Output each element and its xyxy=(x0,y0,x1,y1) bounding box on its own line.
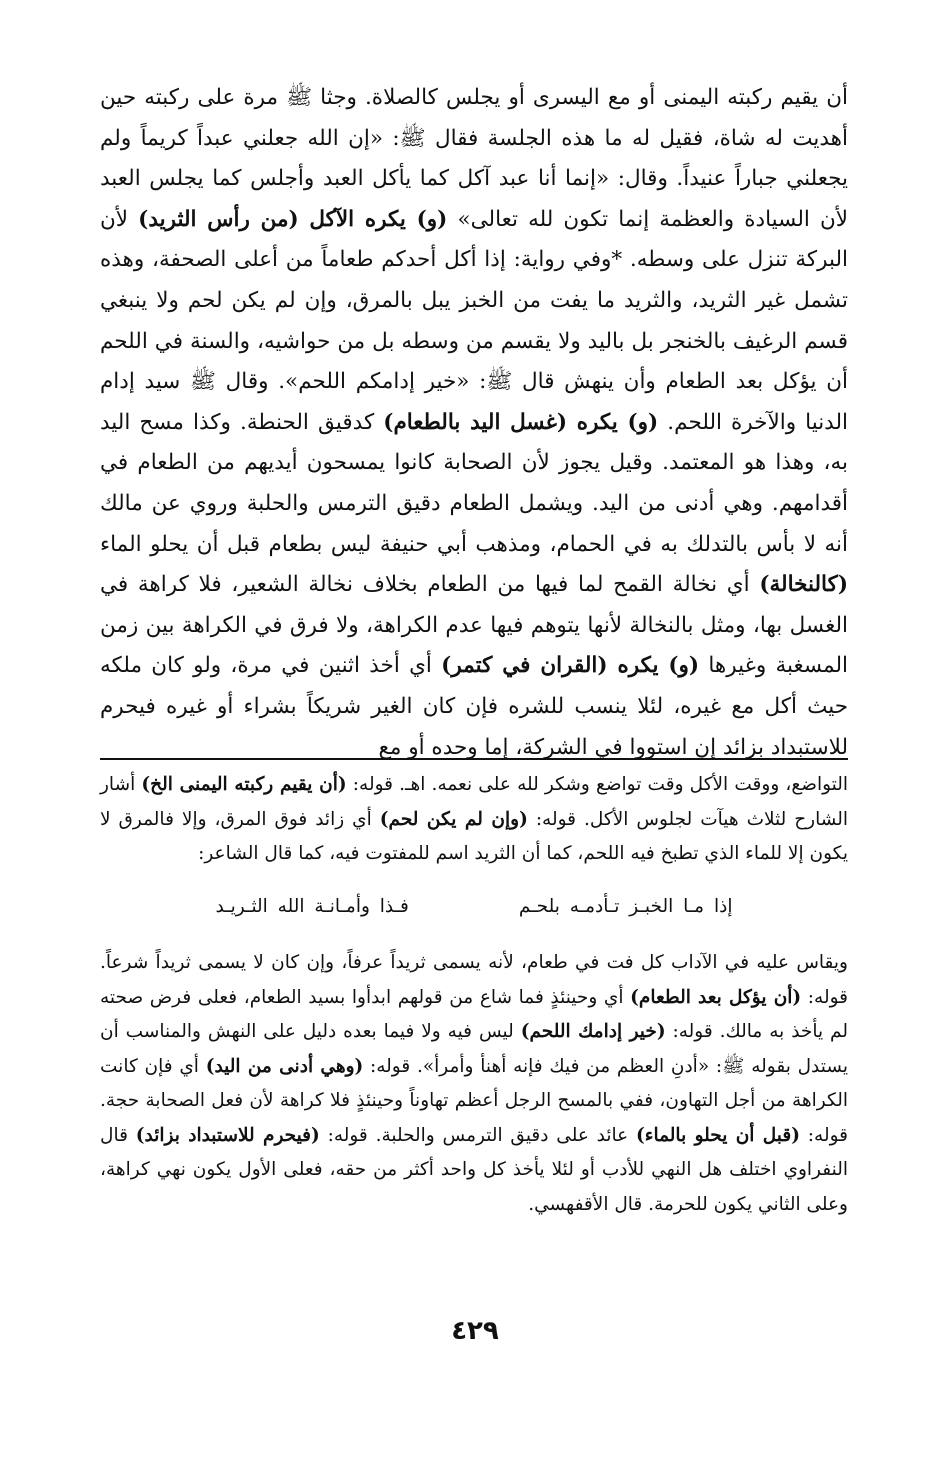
footnote-text-run: أي فإن كانت الكراهة من أجل التهاون، ففي بالمسح الرجل أعظم تهاوناً وحينئذٍ فلا كراهة لأن فعل الصحابة حجة. قوله: xyxy=(100,1055,848,1146)
footnote-paragraph xyxy=(100,946,848,1222)
footnote-text-run: أي زائد فوق المرق، وإلا فالمرق لا يكون إلا للماء الذي تطبخ فيه اللحم، كما أن الثريد اسم للمفتوت فيه، كما قال الشاعر: xyxy=(100,808,848,864)
footnote-text-run: أي وحينئذٍ فما شاع من قولهم ابدأوا بسيد الطعام، فعلى فرض صحته لم يأخذ به مالك. قوله: xyxy=(100,986,849,1042)
footnote-bold-term: (وإن لم يكن لحم) xyxy=(379,808,528,830)
footnote-bold-term: (فيحرم للاستبداد بزائد) xyxy=(135,1124,320,1146)
verse-second-hemistich: فـذا وأمـانـة الله الثـريـد xyxy=(215,895,409,917)
page-number: ٤٢٩ xyxy=(451,1316,499,1346)
footnote-bold-term: (خير إدامك اللحم) xyxy=(520,1021,666,1042)
main-bold-term: (و) يكره الآكل (من رأس الثريد) xyxy=(138,206,448,232)
main-text-run: أي نخالة القمح لما فيها من الطعام بخلاف نخالة الشعير، فلا كراهة في الغسل بها، ومثل بالنخالة لأنها يتوهم فيها عدم الكراهة، ولا فرق في الكراهة بين زمن المسغبة وغيرها xyxy=(100,572,848,679)
footnote-divider xyxy=(100,758,848,760)
poetry-verse xyxy=(100,890,848,925)
main-text-run: كدقيق الحنطة. وكذا مسح اليد به، وهذا هو المعتمد. وقيل يجوز لأن الصحابة كانوا يمسحون أيديهم من الطعام في أقدامهم. وهي أدنى من اليد. ويشمل الطعام دقيق الترمس والحلبة وروي عن مالك أنه لا بأس بالتدلك به في الحمام، ومذهب أبي حنيفة ليس بطعام قبل أن يحلو الماء xyxy=(100,409,848,557)
footnote-bold-term: (أن يؤكل بعد الطعام) xyxy=(630,986,802,1008)
main-text-run: أي أخذ اثنين في مرة، ولو كان ملكه حيث أكل مع غيره، لئلا ينسب للشره فإن كان الغير شريكاً بشراء أو غيره فيحرم للاستبداد بزائد إن استووا في الشركة، إما وحده أو مع xyxy=(100,653,848,760)
footnote-paragraph xyxy=(100,768,848,872)
footnote-bold-term: (أن يقيم ركبته اليمنى الخ) xyxy=(141,774,347,795)
main-paragraph xyxy=(100,78,848,768)
footnote-text-run: عائد على دقيق الترمس والحلبة. قوله: xyxy=(319,1124,637,1146)
footnote-text-run: أشار الشارح لثلاث هيآت لجلوس الأكل. قوله: xyxy=(100,774,849,830)
main-text-block xyxy=(100,78,848,768)
footnote-text-run: ويقاس عليه في الآداب كل فت في طعام، لأنه يسمى ثريداً عرفاً، وإن كان لا يسمى ثريداً شرعاً. قوله: xyxy=(100,952,848,1008)
footnote-text-run: ليس فيه ولا فيما بعده دليل على النهش والمناسب أن يستدل بقوله ﷺ: «أدنِ العظم من فيك فإنه أهنأ وأمرأ». قوله: xyxy=(100,1021,848,1077)
main-bold-term: (و) يكره (غسل اليد بالطعام) xyxy=(383,409,659,435)
main-bold-term: (كالنخالة) xyxy=(759,572,848,598)
main-text-run: أن يقيم ركبته اليمنى أو مع اليسرى أو يجلس كالصلاة. وجثا ﷺ مرة على ركبته حين أهديت له شاة، فقيل له ما هذه الجلسة فقال ﷺ: «إن الله جعلني عبداً كريماً ولم يجعلني جباراً عنيداً. وقال: «إنما أنا عبد آكل كما يأكل العبد وأجلس كما يجلس العبد لأن السيادة والعظمة إنما تكون لله تعالى» xyxy=(100,85,848,232)
main-text-run: لأن البركة تنزل على وسطه. *وفي رواية: إذا أكل أحدكم طعاماً من أعلى الصحفة، وهذه تشمل غير الثريد، والثريد ما يفت من الخبز يبل بالمرق، وإن لم يكن لحم ولا ينبغي قسم الرغيف بالخنجر بل باليد ولا يقسم من وسطه بل من حواشيه، والسنة في اللحم أن يؤكل بعد الطعام وأن ينهش قال ﷺ: «خير إدامكم اللحم». وقال ﷺ سيد إدام الدنيا والآخرة اللحم. xyxy=(100,206,848,435)
footnote-text-run: قال النفراوي اختلف هل النهي للأدب أو لئلا يأخذ كل واحد أكثر من حقه، فعلى الأول يكون نهي كراهة، وعلى الثاني يكون للحرمة. قال الأقفهسي. xyxy=(100,1124,848,1215)
footnote-text-run: التواضع، ووقت الأكل وقت تواضع وشكر لله على نعمه. اهـ. قوله: xyxy=(346,774,849,795)
main-bold-term: (و) يكره (القران في كتمر) xyxy=(441,653,700,679)
footnote-bold-term: (وهي أدنى من اليد) xyxy=(205,1055,364,1077)
verse-first-hemistich: إذا مـا الخبـز تـأدمـه بلحـم xyxy=(518,895,733,917)
footnote-bold-term: (قبل أن يحلو بالماء) xyxy=(636,1124,800,1146)
footnote-block xyxy=(100,768,848,1222)
